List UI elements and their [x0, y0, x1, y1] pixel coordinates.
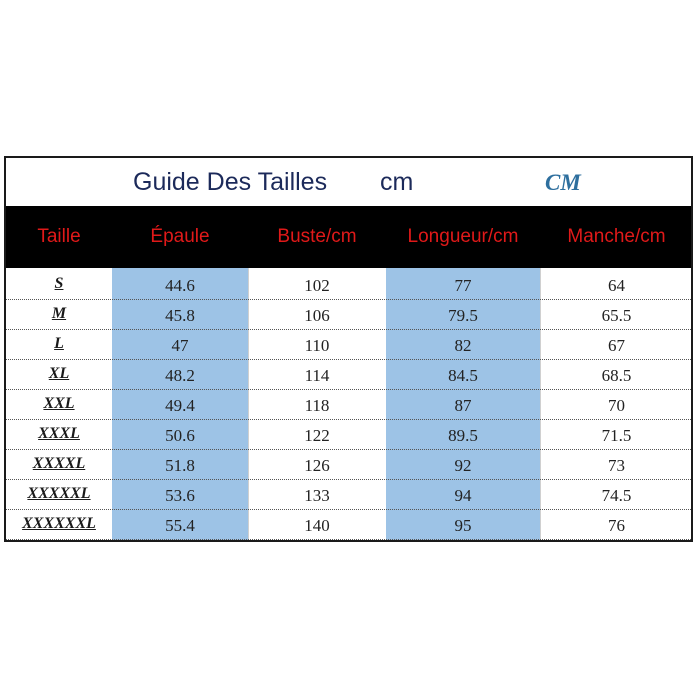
- cell-longueur: 89.5: [448, 426, 478, 445]
- table-body: [6, 268, 691, 540]
- title-unit-accent: CM: [545, 170, 581, 195]
- header-epaule: Épaule: [150, 226, 210, 247]
- cell-epaule: 50.6: [165, 426, 195, 445]
- cell-manche: 70: [608, 396, 625, 415]
- cell-epaule: 55.4: [165, 516, 195, 535]
- table-row: [6, 480, 691, 510]
- cell-taille: XXXXL: [32, 455, 86, 472]
- title-unit: cm: [380, 168, 414, 196]
- cell-taille: XL: [48, 365, 70, 382]
- cell-taille: S: [54, 275, 64, 292]
- cell-longueur: 92: [454, 456, 472, 475]
- cell-taille: M: [51, 305, 67, 322]
- header-longueur: Longueur/cm: [407, 226, 519, 247]
- title-row: [6, 158, 691, 206]
- cell-buste: 110: [304, 336, 330, 355]
- cell-epaule: 45.8: [165, 306, 195, 325]
- table-row: [6, 360, 691, 390]
- cell-epaule: 49.4: [165, 396, 195, 415]
- cell-longueur: 94: [454, 486, 472, 505]
- cell-taille: XXL: [43, 395, 75, 412]
- cell-manche: 68.5: [601, 366, 632, 385]
- cell-longueur: 79.5: [448, 306, 478, 325]
- cell-buste: 122: [304, 426, 330, 445]
- cell-manche: 64: [608, 276, 625, 295]
- cell-longueur: 77: [454, 276, 472, 295]
- header-manche: Manche/cm: [567, 226, 666, 247]
- cell-taille: XXXXXL: [27, 485, 91, 502]
- cell-longueur: 87: [454, 396, 472, 415]
- table-row: [6, 510, 691, 540]
- cell-epaule: 44.6: [165, 276, 195, 295]
- header-buste: Buste/cm: [277, 226, 357, 247]
- table-row: [6, 270, 691, 300]
- cell-manche: 67: [608, 336, 625, 355]
- table-row: [6, 450, 691, 480]
- table-row: [6, 390, 691, 420]
- cell-buste: 126: [304, 456, 330, 475]
- table-row: [6, 300, 691, 330]
- cell-epaule: 53.6: [165, 486, 195, 505]
- table-row: [6, 330, 691, 360]
- cell-taille: XXXXXXL: [22, 515, 96, 532]
- cell-buste: 140: [304, 516, 330, 535]
- cell-buste: 106: [304, 306, 330, 325]
- cell-longueur: 95: [454, 516, 472, 535]
- cell-buste: 114: [304, 366, 330, 385]
- cell-manche: 74.5: [601, 486, 632, 505]
- cell-longueur: 84.5: [448, 366, 478, 385]
- table-row: [6, 420, 691, 450]
- cell-manche: 76: [608, 516, 625, 535]
- cell-buste: 118: [304, 396, 330, 415]
- cell-taille: L: [54, 335, 64, 352]
- table-title: Guide Des Tailles: [133, 168, 328, 196]
- size-guide-table: [4, 156, 693, 542]
- cell-epaule: 47: [171, 336, 189, 355]
- cell-manche: 73: [608, 456, 625, 475]
- cell-manche: 71.5: [601, 426, 632, 445]
- cell-buste: 133: [304, 486, 330, 505]
- header-taille: Taille: [37, 226, 81, 247]
- cell-epaule: 48.2: [165, 366, 195, 385]
- cell-epaule: 51.8: [165, 456, 195, 475]
- cell-longueur: 82: [454, 336, 472, 355]
- header-row: [6, 206, 691, 268]
- cell-manche: 65.5: [601, 306, 632, 325]
- cell-buste: 102: [304, 276, 330, 295]
- cell-taille: XXXL: [38, 425, 80, 442]
